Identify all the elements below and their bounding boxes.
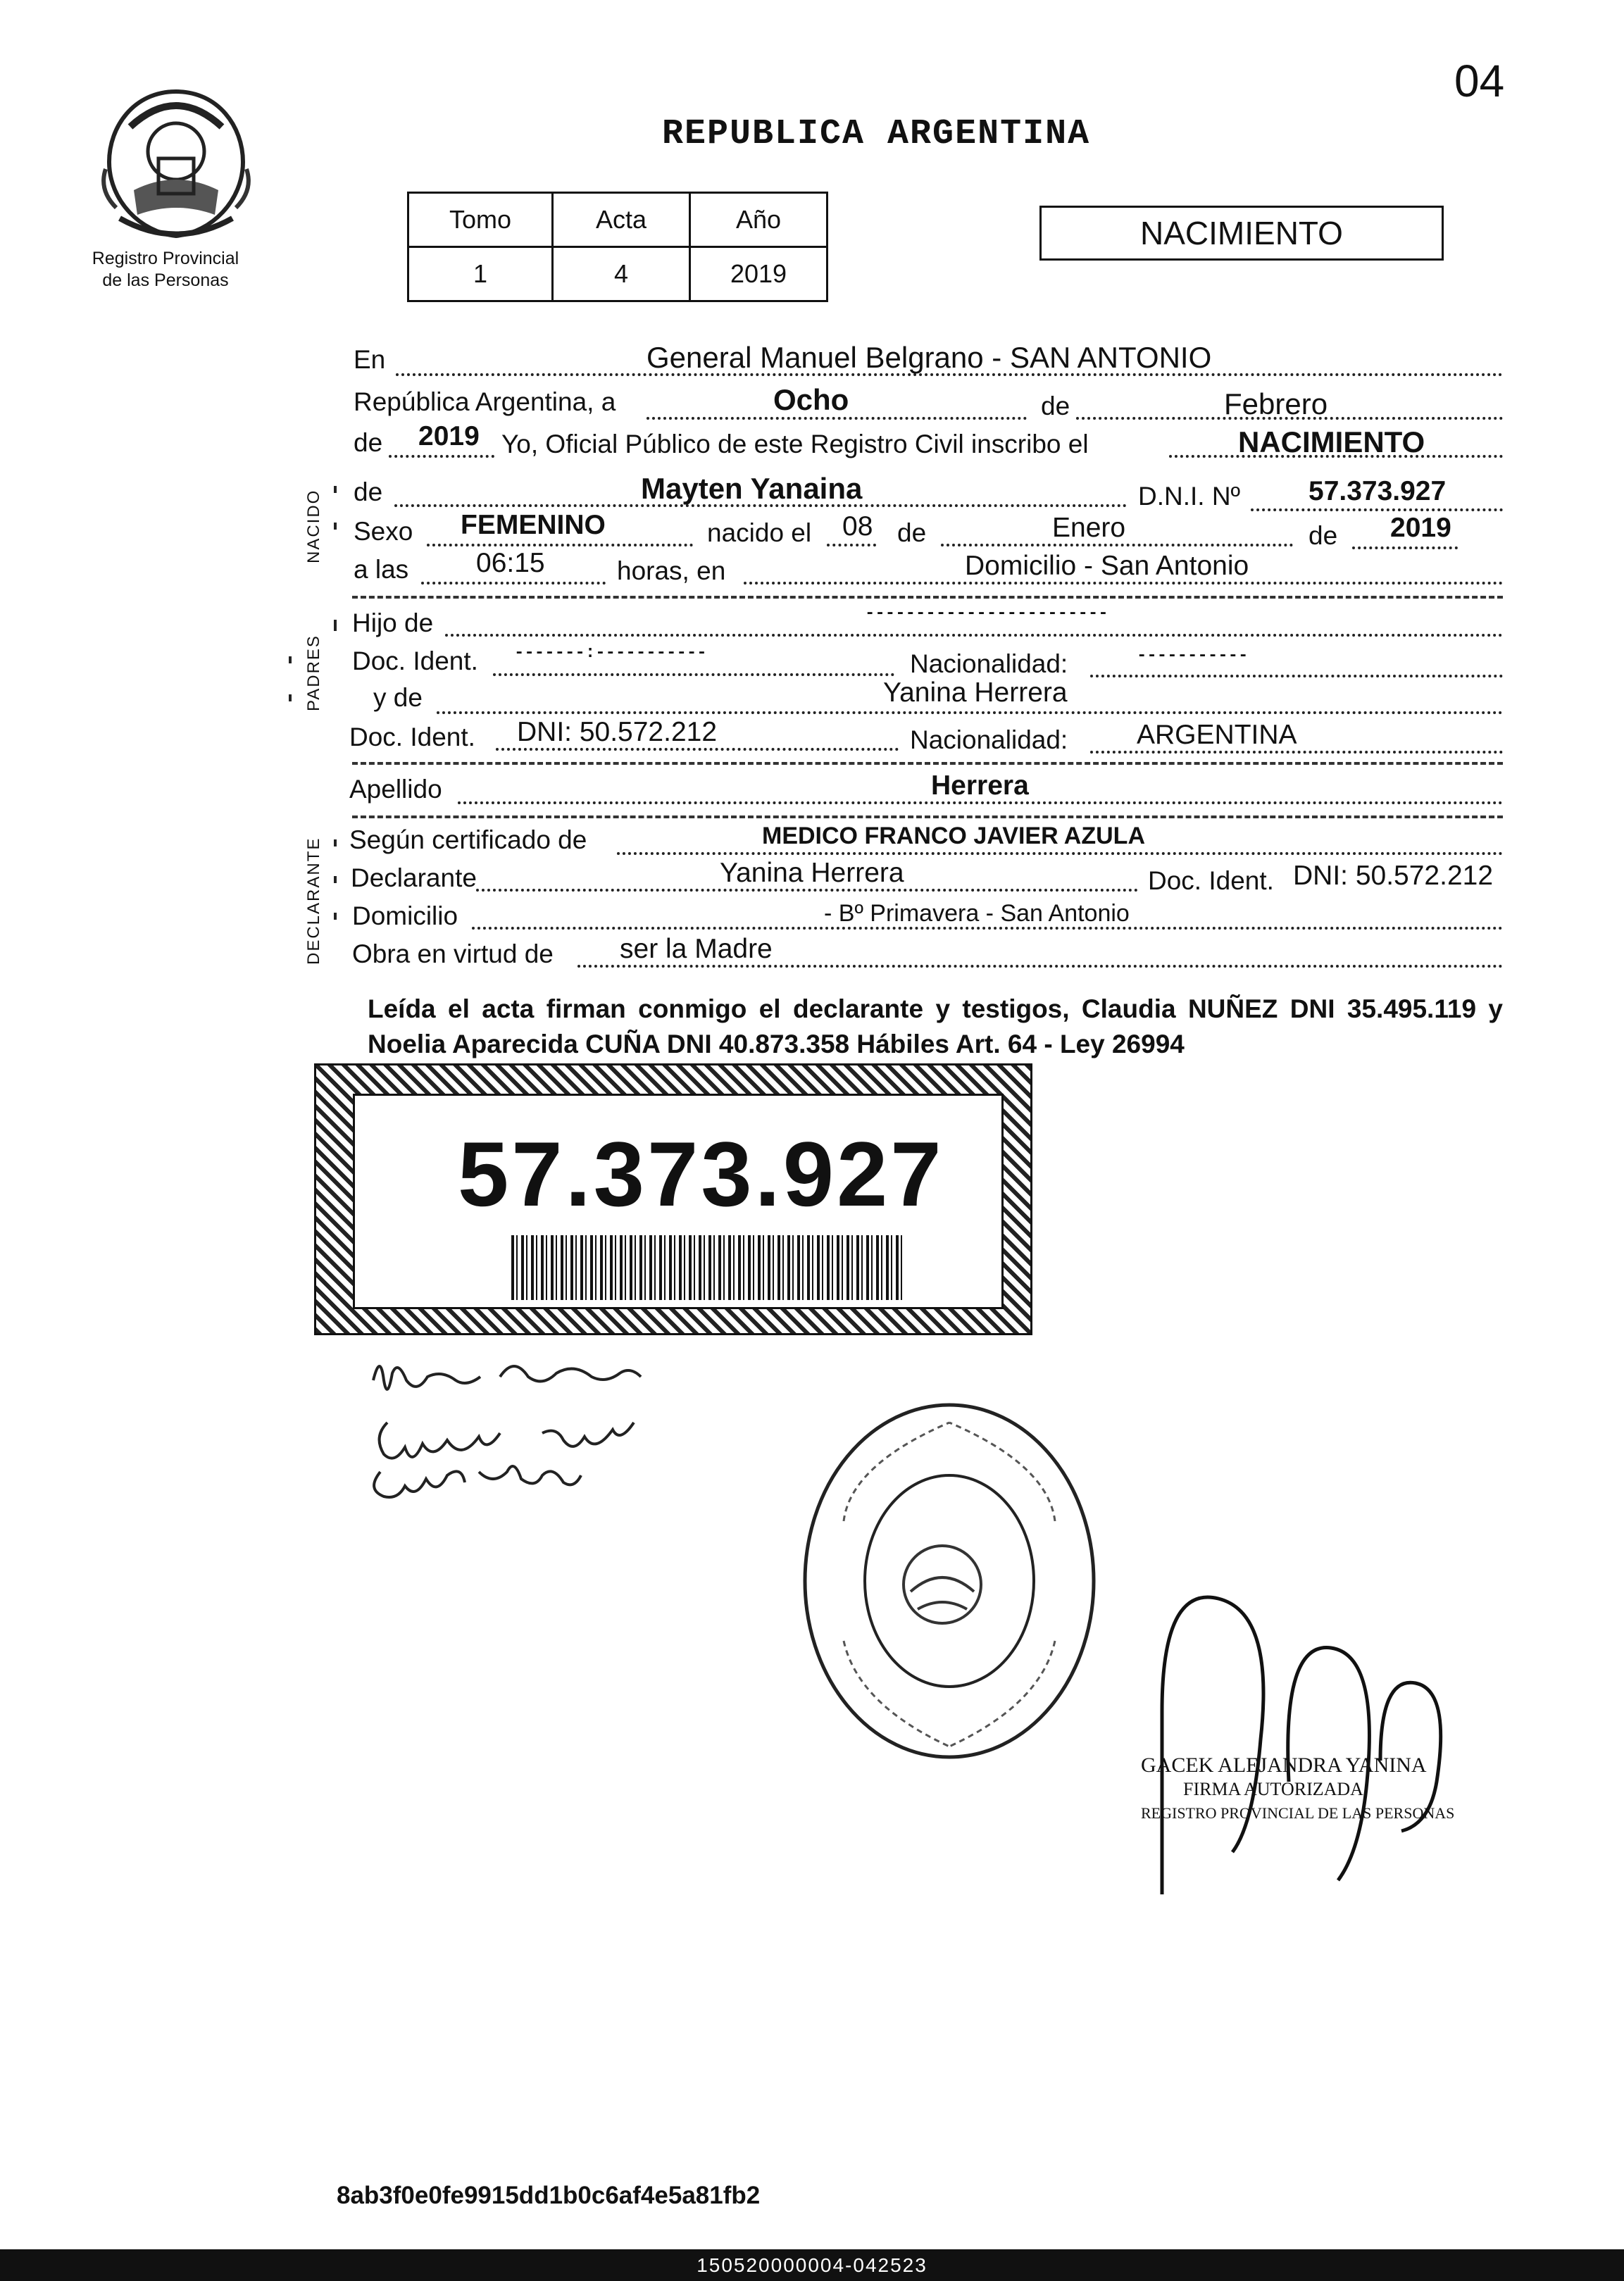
authorized-signature-mark (1099, 1570, 1479, 1901)
apellido-value: Herrera (931, 770, 1029, 801)
section-divider (352, 762, 1503, 765)
month-de-label: de (1041, 392, 1070, 420)
acta-value-ano: 2019 (690, 247, 827, 301)
place-dots (744, 582, 1503, 585)
acta-header-tomo: Tomo (408, 193, 553, 247)
id-sticker (314, 1063, 1032, 1335)
official-seal (794, 1394, 1104, 1768)
month-value: Febrero (1224, 387, 1328, 420)
mother-name-value: Yanina Herrera (883, 677, 1068, 708)
side-mark (334, 876, 337, 883)
obra-dots (577, 965, 1503, 968)
dni-label: D.N.I. Nº (1138, 482, 1241, 511)
acta-header-ano: Año (690, 193, 827, 247)
doc1-value: -------:----------- (514, 644, 707, 663)
sexo-dots (427, 544, 693, 546)
child-name-value: Mayten Yanaina (641, 472, 863, 505)
nac1-dots (1090, 675, 1503, 677)
birth-de1-label: de (897, 518, 927, 547)
acta-header-acta: Acta (553, 193, 690, 247)
year-value: 2019 (418, 421, 480, 451)
doc1-dots (493, 673, 894, 676)
yde-dots (437, 711, 1503, 714)
yde-label: y de (373, 683, 423, 712)
doc2-dots (496, 748, 899, 751)
hour-value: 06:15 (476, 548, 545, 578)
acta-value-tomo: 1 (408, 247, 553, 301)
side-mark (334, 523, 337, 530)
section-nacido: NACIDO (304, 489, 323, 563)
en-label: En (354, 345, 386, 374)
a-las-label: a las (354, 555, 409, 584)
acta-value-acta: 4 (553, 247, 690, 301)
side-mark (289, 694, 292, 701)
closing-text: Leída el acta firman conmigo el declarante y testigos, Claudia NUÑEZ DNI 35.495.119 y Noelia Aparecida CUÑA DNI 40.873.358 Hábiles Art. 64 - Ley 26994 (368, 994, 1503, 1058)
document-hash: 8ab3f0e0fe9915dd1b0c6af4e5a81fb2 (337, 2182, 761, 2209)
obra-value: ser la Madre (620, 934, 773, 964)
doc1-label: Doc. Ident. (352, 646, 478, 675)
hour-dots (421, 582, 606, 585)
birth-day-dots (827, 544, 876, 546)
nacido-el-label: nacido el (707, 518, 812, 547)
apellido-dots (458, 801, 1503, 804)
authorizer-org: REGISTRO PROVINCIAL DE LAS PERSONAS (1141, 1804, 1455, 1822)
barcode (511, 1235, 906, 1300)
domicilio-value: - Bº Primavera - San Antonio (824, 900, 1130, 927)
declarante-value: Yanina Herrera (720, 858, 904, 888)
cert-dots (617, 852, 1503, 855)
birth-year-dots (1352, 546, 1458, 549)
mother-doc-value: DNI: 50.572.212 (517, 717, 718, 747)
hijo-value: ------------------------ (865, 604, 1108, 623)
apellido-label: Apellido (349, 775, 442, 804)
birth-month-dots (941, 544, 1293, 546)
section-divider (352, 596, 1503, 599)
acta-table-value-row (408, 247, 827, 301)
section-padres: PADRES (304, 635, 323, 711)
inscribo-value: NACIMIENTO (1238, 425, 1425, 458)
side-mark (334, 486, 337, 493)
en-value: General Manuel Belgrano - SAN ANTONIO (647, 341, 1212, 374)
cert-label: Según certificado de (349, 825, 587, 854)
birth-month-value: Enero (1052, 513, 1126, 543)
province-logo (92, 85, 261, 246)
declarante-doc-value: DNI: 50.572.212 (1293, 861, 1494, 891)
acta-table (407, 192, 828, 302)
nacido-de-label: de (354, 477, 383, 506)
day-value: Ocho (773, 383, 849, 416)
cert-value: MEDICO FRANCO JAVIER AZULA (762, 823, 1145, 849)
horas-en-label: horas, en (617, 556, 726, 585)
authorizer-name: GACEK ALEJANDRA YANINA (1141, 1754, 1427, 1777)
nac1-label: Nacionalidad: (910, 649, 1068, 678)
page-title: REPUBLICA ARGENTINA (662, 114, 1091, 154)
side-mark (289, 656, 292, 663)
doc2-label: Doc. Ident. (349, 723, 475, 751)
sexo-value: FEMENINO (461, 510, 606, 540)
birth-day-value: 08 (842, 511, 873, 542)
birth-place-value: Domicilio - San Antonio (965, 551, 1249, 581)
logo-caption (70, 248, 261, 292)
sexo-label: Sexo (354, 517, 413, 546)
side-mark (334, 620, 337, 631)
nac2-dots (1090, 751, 1503, 754)
child-dni-value: 57.373.927 (1308, 476, 1447, 506)
side-mark (334, 839, 337, 846)
republica-label: República Argentina, a (354, 387, 616, 416)
acta-table-header-row (408, 193, 827, 247)
year-dots (389, 455, 494, 458)
declarante-doc-label: Doc. Ident. (1148, 866, 1274, 895)
witness-signatures (359, 1338, 725, 1521)
dni-dots (1251, 508, 1503, 511)
footer-code-bar: 150520000004-042523 (0, 2249, 1624, 2281)
hijo-label: Hijo de (352, 608, 434, 637)
side-mark (334, 913, 337, 920)
mother-nationality-value: ARGENTINA (1137, 720, 1297, 750)
birth-de2-label: de (1308, 521, 1338, 550)
authorizer-title: FIRMA AUTORIZADA (1183, 1779, 1363, 1799)
section-divider (352, 815, 1503, 818)
nac2-label: Nacionalidad: (910, 725, 1068, 754)
page-number: 04 (1454, 56, 1505, 106)
domicilio-label: Domicilio (352, 901, 458, 930)
logo-caption-line2: de las Personas (102, 270, 229, 290)
sticker-number: 57.373.927 (458, 1123, 944, 1225)
yo-text: Yo, Oficial Público de este Registro Civil inscribo el (501, 430, 1089, 458)
section-declarante: DECLARANTE (304, 837, 323, 965)
sticker-panel (353, 1094, 1004, 1309)
authorization-block (1141, 1754, 1454, 1825)
nac1-value: ----------- (1137, 646, 1249, 665)
birth-year-value: 2019 (1390, 513, 1451, 543)
hijo-dots (445, 634, 1503, 637)
obra-label: Obra en virtud de (352, 939, 554, 968)
declarante-dots (476, 889, 1138, 892)
day-dots (647, 417, 1027, 420)
record-type-box: NACIMIENTO (1039, 206, 1444, 261)
declarante-label: Declarante (351, 863, 477, 892)
year-prefix-label: de (354, 428, 383, 457)
logo-caption-line1: Registro Provincial (92, 249, 239, 268)
